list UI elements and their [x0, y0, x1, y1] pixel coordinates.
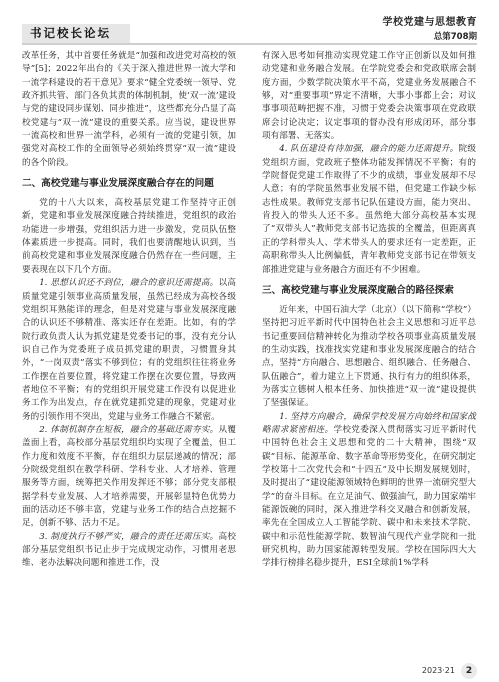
- paragraph: 有深入思考如何推动实现党建工作守正创新以及如何推动党建和业务融合发展。在学院党委会和党政联席会制度方面，少数学院决策水平不高，党建业务发展融合不够，对“重要事项”界定不清晰，大事小事都上会；对议事事项范畴把握不准，习惯于党委会决策事项在党政联席会讨论决定；议定事项的督办没有形成闭环，部分事项有部署、无落实。: [262, 51, 476, 142]
- left-column: [22, 50, 236, 571]
- page-header: [0, 0, 499, 44]
- paragraph: [262, 143, 476, 276]
- paragraph: [262, 411, 476, 571]
- paragraph-body: 以高质量党建引领事业高质量发展，虽然已经成为高校各级党组织耳熟能详的理念，但是对党建与事业发展深度融合的认识还不够精准、落实还存在差距。比如，有的学院行政负责人认为抓党建是党委书记的事，没有充分认识自己作为党委班子成员抓党建的职责，习惯置身其外，“一岗双责”落实不够到位；有的党组织往往将业务工作摆在首要位置，将党建工作摆在次要位置，导致两者地位不平衡；有的党组织开展党建工作没有以促进业务工作为出发点，存在就党建抓党建的现象，党建对业务的引领作用不突出，党建与业务工作融合不紧密。: [22, 278, 236, 422]
- paragraph-body: 从覆盖面上看，高校部分基层党组织均实现了全覆盖，但工作力度和效度不平衡，存在组织力层层递减的情况；部分院级党组织在教学科研、学科专业、人才培养、管理服务等方面，统筹把关作用发挥还不够；部分党支部根据学科专业发展、人才培养需要，开展彰显特色优势力面的活动还不够丰富，党建与业务工作的结合点挖掘不足，创新不够、活力不足。: [22, 424, 236, 529]
- header-divider: [22, 43, 477, 45]
- journal-info: [383, 13, 478, 42]
- paragraph-body: 高校部分基层党组织书记止步于完成规定动作，习惯用老思维、老办法解决问题和推进工作，没: [22, 531, 236, 569]
- paragraph: [22, 531, 236, 571]
- page-number: 2: [461, 663, 477, 679]
- paragraph-lead: 4. 队伍建设有待加强，融合的能力还需提升。: [279, 144, 459, 155]
- paragraph: [22, 424, 236, 531]
- right-column: [262, 50, 476, 571]
- journal-name: 学校党建与思想教育: [382, 17, 477, 28]
- section-heading: 三、高校党建与事业发展深度融合的路径探索: [262, 284, 454, 296]
- section-heading: 二、高校党建与事业发展深度融合存在的问题: [22, 178, 214, 190]
- paragraph: 改革任务，其中首要任务就是“加强和改进党对高校的领导”[5]；2022年出台的《关于深入推进世界一流大学和一流学科建设的若干意见》要求“健全党委统一领导、党政齐抓共管、部门各负其责的体制机制，使‘双一流’建设与党的建设同步谋划、同步推进”，这些都充分凸显了高校党建与“双一流”建设的重要关系。应当说，建设世界一流高校和世界一流学科，必须有一流的党建引领，加强党对高校工作的全面领导必须始终贯穿“双一流”建设的各个阶段。: [22, 51, 236, 168]
- paragraph-lead: 1. 思想认识还不到位，融合的意识还需提高。: [39, 278, 219, 289]
- paragraph: 近年来，中国石油大学（北京）（以下简称“学校”）坚持把习近平新时代中国特色社会主义思想和习近平总书记重要回信精神转化为推动学校各项事业高质量发展的生动实践，找准找实党建和事业发展深度融合的结合点，坚持“方向融合、思想融合、组织融合、任务融合、队伍融合”，着力建立上下贯通、执行有力的组织体系，为落实立德树人根本任务、加快推进“双一流”建设提供了坚强保证。: [262, 304, 476, 409]
- journal-issue: 总第708期: [433, 32, 477, 42]
- paragraph: 党的十八大以来，高校基层党建工作坚持守正创新，党建和事业发展深度融合持续推进，党组织的政治功能进一步增强，党组织活力进一步激发，党员队伍整体素质进一步提高。同时，我们也要清醒地认识到，当前高校党建和事业发展深度融合仍然存在一些问题，主要表现在以下几个方面。: [22, 198, 236, 275]
- paragraph-lead: 2. 体制机制存在短板，融合的基础还需夯实。: [39, 424, 219, 435]
- paragraph-lead: 1. 坚持方向融合，确保学校发展方向始终和国家战略需求紧密相连。: [262, 411, 476, 435]
- paragraph-body: 院级党组织方面，党政班子整体功能发挥情况不平衡；有的学院督促党建工作取得了不少的成绩，事业发展却不尽人意；有的学院虽然事业发展不错，但党建工作缺少标志性成果。教师党支部书记队伍建设方面，能力突出、肯投入的带头人还不多。虽然绝大部分高校基本实现了“双带头人”教师党支部书记选拔的全覆盖，但距离真正的学科带头人、学术带头人的要求还有一定差距，正高职称带头人比例偏低，青年教师党支部书记在带领支部推进党建与业务融合方面还有不少困难。: [262, 144, 476, 275]
- section-title: 书记校长论坛: [22, 24, 130, 43]
- paragraph: [22, 277, 236, 424]
- footer-issue: 2023·21: [421, 666, 455, 675]
- paragraph-lead: 3. 制度执行不够严实，融合的责任还需压实。: [39, 531, 219, 542]
- paragraph-body: 学校党委深入贯彻落实习近平新时代中国特色社会主义思想和党的二十大精神，围绕“双碳”目标、能源革命、数字革命等形势变化，在研究制定学校第十二次党代会和“十四五”及中长期发展规划时，及时提出了“建设能源领域特色鲜明的世界一流研究型大学”的奋斗目标。在立足油气、做强油气，助力国家端牢能源饭碗的同时，深入推进学科交叉融合和创新发展，率先在全国成立人工智能学院、碳中和未来技术学院、碳中和示范性能源学院、数智油气现代产业学院和一批研究机构，助力国家能源转型发展。学校在国际四大大学排行榜排名稳步提升，ESI全球前1%学科: [262, 424, 476, 569]
